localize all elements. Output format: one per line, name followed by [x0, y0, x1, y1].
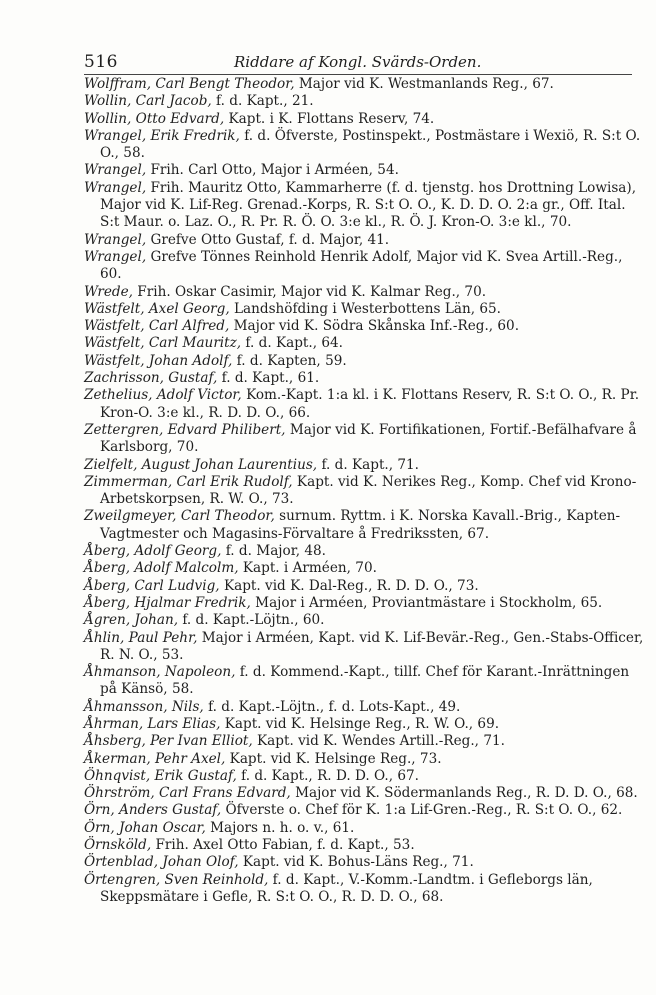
entry-name: Öhrström, Carl Frans Edvard, — [84, 785, 291, 802]
entry-text: Frih. Axel Otto Fabian, f. d. Kapt., 53. — [151, 837, 415, 854]
entry-text: Kapt. vid K. Helsinge Reg., 73. — [225, 750, 442, 767]
list-item — [84, 612, 644, 629]
entry-text: f. d. Kapt., 61. — [217, 370, 320, 387]
list-item — [84, 854, 644, 871]
list-item — [84, 508, 644, 543]
entry-name: Åberg, Adolf Georg, — [84, 543, 222, 560]
entry-name: Zielfelt, August Johan Laurentius, — [84, 456, 318, 473]
entry-name: Åberg, Hjalmar Fredrik, — [84, 594, 251, 611]
list-item — [84, 128, 644, 163]
entry-name: Wästfelt, Axel Georg, — [84, 300, 230, 317]
entry-text: Majors n. h. o. v., 61. — [205, 819, 355, 836]
page-header — [84, 52, 632, 75]
list-item — [84, 872, 644, 907]
entry-text: f. d. Kapt., 71. — [317, 456, 419, 473]
entry-name: Wrangel, — [84, 231, 147, 248]
list-item — [84, 162, 644, 179]
entry-text: surnum. Ryttm. i K. Norska Kavall.-Brig., Kapten-Vagtmester och Magasins-Förvaltare å Fredrikssten, 67. — [100, 508, 621, 542]
entry-text: Öfverste o. Chef för K. 1:a Lif-Gren.-Reg., R. S:t O. O., 62. — [221, 802, 623, 819]
list-item — [84, 232, 644, 249]
entry-name: Örnsköld, — [84, 837, 152, 854]
list-item — [84, 353, 644, 370]
list-item — [84, 664, 644, 699]
running-head: Riddare af Kongl. Svärds-Orden. — [234, 53, 482, 71]
entry-text: Kapt. vid K. Wendes Artill.-Reg., 71. — [252, 733, 505, 750]
entry-text: Kapt. i Arméen, 70. — [238, 560, 377, 577]
list-item — [84, 93, 644, 110]
list-item — [84, 630, 644, 665]
entry-text: Landshöfding i Westerbottens Län, 65. — [229, 300, 501, 317]
entry-name: Wollin, Carl Jacob, — [84, 93, 212, 110]
entry-list — [84, 76, 644, 906]
list-item — [84, 595, 644, 612]
list-item — [84, 370, 644, 387]
list-item — [84, 249, 644, 284]
entry-text: Kapt. vid K. Helsinge Reg., R. W. O., 69. — [220, 715, 500, 732]
list-item — [84, 76, 644, 93]
entry-text: f. d. Öfverste, Postinspekt., Postmästare i Wexiö, R. S:t O. O., 58. — [100, 127, 641, 162]
entry-name: Wästfelt, Johan Adolf, — [84, 352, 233, 369]
list-item — [84, 318, 644, 335]
list-item — [84, 820, 644, 837]
entry-text: Grefve Tönnes Reinhold Henrik Adolf, Major vid K. Svea Artill.-Reg., 60. — [100, 248, 623, 283]
entry-name: Zethelius, Adolf Victor, — [84, 387, 242, 404]
list-item — [84, 457, 644, 474]
entry-name: Ågren, Johan, — [84, 612, 179, 629]
entry-name: Åberg, Carl Ludvig, — [84, 577, 220, 594]
entry-text: f. d. Kommend.-Kapt., tillf. Chef för Karant.-Inrättningen på Känsö, 58. — [100, 664, 630, 698]
entry-text: f. d. Kapt., 64. — [241, 335, 343, 352]
entry-text: Kapt. vid K. Dal-Reg., R. D. D. O., 73. — [219, 577, 479, 594]
entry-name: Wrede, — [84, 283, 133, 300]
list-item — [84, 543, 644, 560]
list-item — [84, 474, 644, 509]
entry-text: Kom.-Kapt. 1:a kl. i K. Flottans Reserv, R. S:t O. O., R. Pr. Kron-O. 3:e kl., R. D. D. O., 66. — [100, 387, 640, 421]
entry-name: Åhlin, Paul Pehr, — [84, 629, 198, 646]
entry-text: Major vid K. Westmanlands Reg., 67. — [294, 76, 554, 92]
entry-name: Åhmanson, Napoleon, — [84, 664, 236, 681]
entry-text: Kapt. vid K. Nerikes Reg., Komp. Chef vid Krono-Arbetskorpsen, R. W. O., 73. — [100, 473, 637, 508]
list-item — [84, 301, 644, 318]
entry-name: Örn, Johan Oscar, — [84, 819, 206, 836]
entry-name: Åhsberg, Per Ivan Elliot, — [84, 733, 253, 750]
list-item — [84, 335, 644, 352]
entry-text: Kapt. i K. Flottans Reserv, 74. — [224, 110, 435, 127]
list-item — [84, 560, 644, 577]
list-item — [84, 180, 644, 232]
entry-text: f. d. Major, 48. — [221, 543, 326, 560]
entry-text: Major vid K. Södra Skånska Inf.-Reg., 60. — [229, 318, 520, 335]
list-item — [84, 578, 644, 595]
list-item — [84, 751, 644, 768]
entry-text: Frih. Mauritz Otto, Kammarherre (f. d. tjenstg. hos Drottning Lowisa), Major vid K. Lif-Reg. Grenad.-Korps, R. S:t O. O., K. D. D. O. 2:a gr., Off. Ital. S:t Maur. o. Laz. O., R. Pr. R. Ö. O. 3:e kl., R. Ö. J. Kron-O. 3:e kl., 70. — [100, 179, 637, 231]
entry-name: Wollin, Otto Edvard, — [84, 110, 225, 127]
list-item — [84, 422, 644, 457]
entry-text: Major vid K. Södermanlands Reg., R. D. D. O., 68. — [290, 785, 638, 802]
entry-text: Frih. Carl Otto, Major i Arméen, 54. — [146, 162, 399, 179]
entry-name: Wrangel, Erik Fredrik, — [84, 127, 240, 144]
list-item — [84, 785, 644, 802]
entry-name: Åhrman, Lars Elias, — [84, 715, 221, 732]
entry-name: Wästfelt, Carl Mauritz, — [84, 335, 242, 352]
entry-text: Grefve Otto Gustaf, f. d. Major, 41. — [146, 231, 390, 248]
page-number: 516 — [84, 52, 118, 72]
entry-name: Wolffram, Carl Bengt Theodor, — [84, 76, 295, 92]
entry-text: f. d. Kapt., V.-Komm.-Landtm. i Gefleborgs län, Skeppsmätare i Gefle, R. S:t O. O., R. D. D. O., 68. — [100, 871, 593, 905]
entry-name: Zweilgmeyer, Carl Theodor, — [84, 508, 275, 525]
entry-text: Major vid K. Fortifikationen, Fortif.-Befälhafvare å Karlsborg, 70. — [100, 421, 637, 456]
entry-text: f. d. Kapt., 21. — [211, 93, 314, 110]
entry-name: Örn, Anders Gustaf, — [84, 802, 222, 819]
entry-name: Wrangel, — [84, 248, 147, 265]
list-item — [84, 699, 644, 716]
entry-name: Zachrisson, Gustaf, — [84, 370, 218, 387]
entry-text: f. d. Kapt., R. D. D. O., 67. — [236, 767, 419, 784]
list-item — [84, 768, 644, 785]
list-item — [84, 111, 644, 128]
entry-name: Wrangel, — [84, 162, 147, 179]
entry-text: f. d. Kapt.-Löjtn., 60. — [178, 612, 325, 629]
entry-name: Åberg, Adolf Malcolm, — [84, 560, 239, 577]
entry-name: Zettergren, Edvard Philibert, — [84, 421, 286, 438]
entry-name: Åhmansson, Nils, — [84, 698, 204, 715]
list-item — [84, 837, 644, 854]
entry-name: Wrangel, — [84, 179, 147, 196]
entry-name: Åkerman, Pehr Axel, — [84, 750, 226, 767]
entry-text: Frih. Oskar Casimir, Major vid K. Kalmar Reg., 70. — [132, 283, 487, 300]
entry-name: Örtengren, Sven Reinhold, — [84, 871, 269, 888]
list-item — [84, 716, 644, 733]
entry-text: Major i Arméen, Kapt. vid K. Lif-Bevär.-Reg., Gen.-Stabs-Officer, R. N. O., 53. — [100, 629, 644, 663]
entry-name: Zimmerman, Carl Erik Rudolf, — [84, 473, 293, 490]
list-item — [84, 802, 644, 819]
entry-text: Major i Arméen, Proviantmästare i Stockholm, 65. — [250, 594, 603, 611]
entry-text: f. d. Kapt.-Löjtn., f. d. Lots-Kapt., 49. — [203, 698, 461, 715]
list-item — [84, 284, 644, 301]
entry-name: Öhnqvist, Erik Gustaf, — [84, 767, 237, 784]
entry-name: Örtenblad, Johan Olof, — [84, 854, 239, 871]
entry-text: Kapt. vid K. Bohus-Läns Reg., 71. — [238, 854, 474, 871]
list-item — [84, 733, 644, 750]
entry-text: f. d. Kapten, 59. — [232, 352, 347, 369]
list-item — [84, 387, 644, 422]
entry-name: Wästfelt, Carl Alfred, — [84, 318, 230, 335]
